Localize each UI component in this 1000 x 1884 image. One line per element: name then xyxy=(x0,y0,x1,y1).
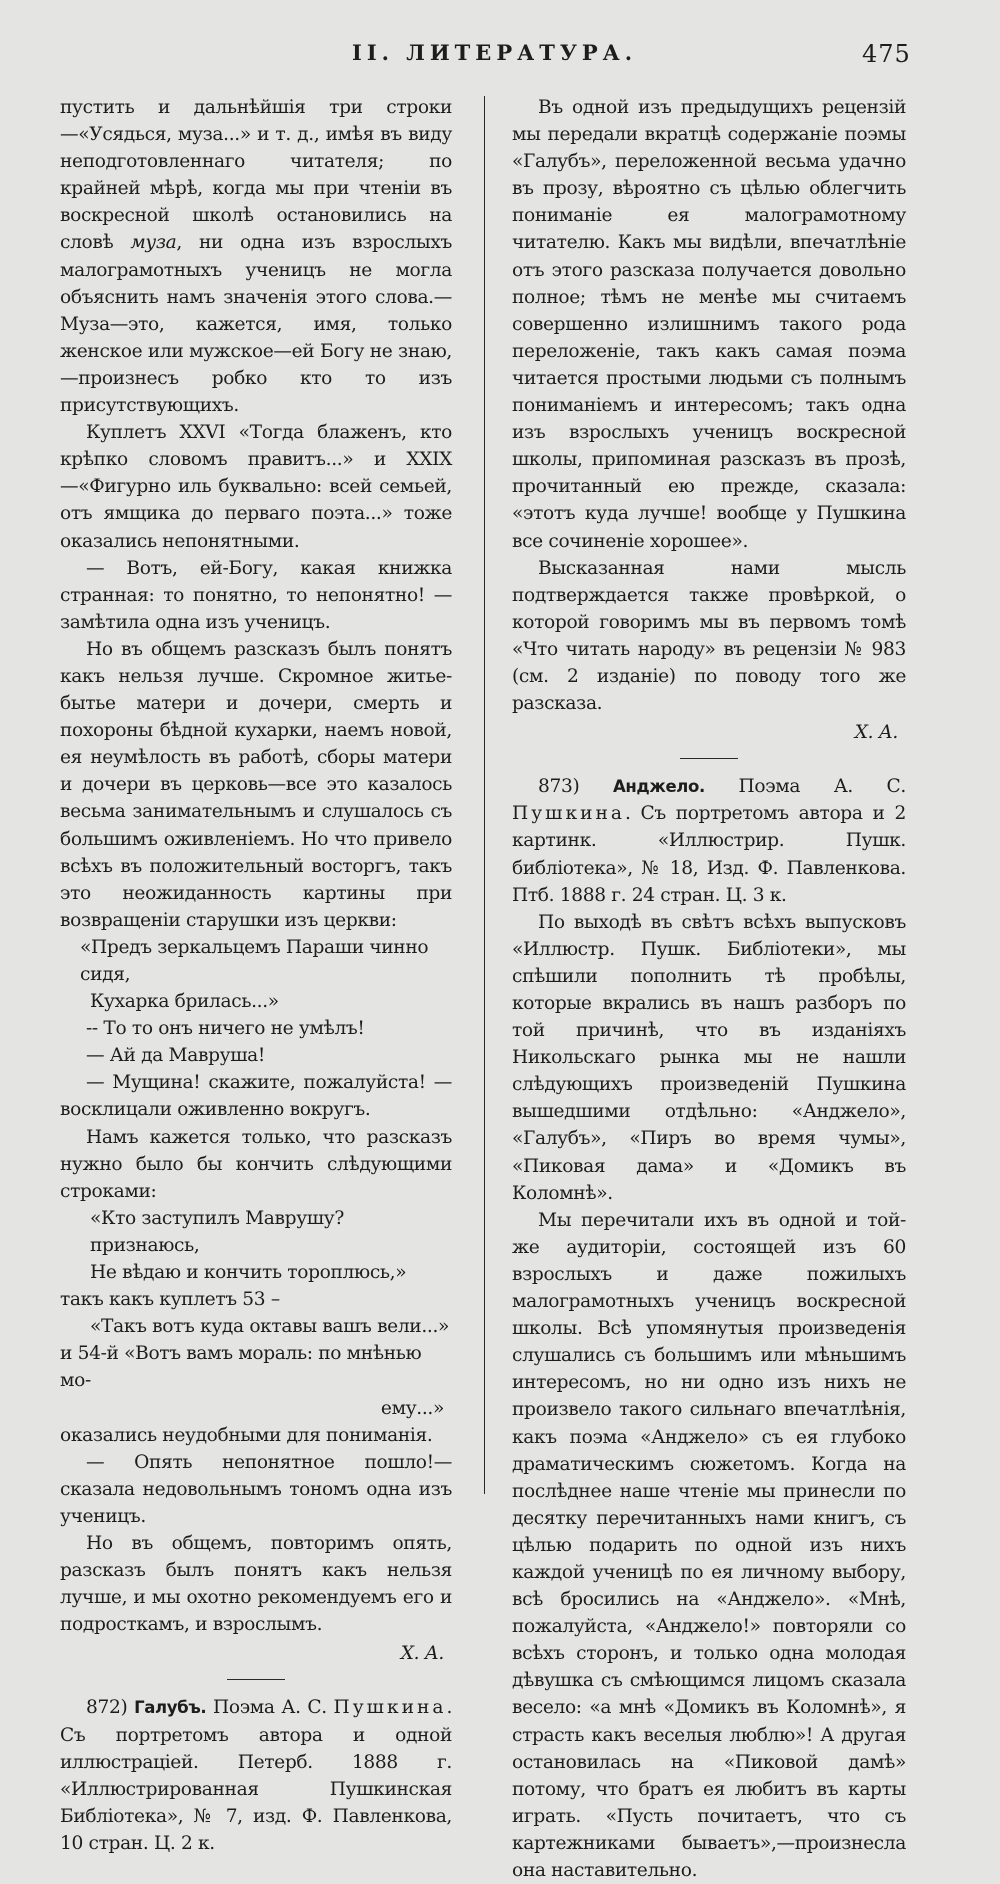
paragraph: пустить и дальнѣйшія три строки—«Усядься, муза...» и т. д., имѣя въ виду неподготовленнаго читателя; по крайней мѣрѣ, когда мы при чтеніи въ воскресной школѣ остановились на словѣ муза, ни одна изъ взрослыхъ малограмотныхъ ученицъ не могла объяснить намъ значенія этого слова.—Муза—это, кажется, имя, только женское или мужское—ей Богу не знаю,—произнесъ робко кто то изъ присутствующихъ. xyxy=(60,97,452,417)
paragraph: — Вотъ, ей-Богу, какая книжка странная: то понятно, то непонятно! — замѣтила одна изъ ученицъ. xyxy=(60,557,452,633)
section-rule xyxy=(680,758,738,759)
entry-author: Пушкина xyxy=(512,803,625,825)
paragraph: Высказанная нами мысль подтверждается также провѣркой, о которой говоримъ мы въ первомъ томѣ «Что читать народу» въ рецензіи № 983 (см. 2 изданіе) по поводу того же разсказа. xyxy=(512,557,906,715)
review-entry-873: 873) Анджело. Поэма А. С. Пушкина. Съ портретомъ автора и 2 картинк. «Иллюстрир. Пушк. библіотека», № 18, Изд. Ф. Павленкова. Птб. 1888 г. 24 стран. Ц. 3 к. xyxy=(512,776,906,906)
dialogue-line: — Ай да Мавруша! xyxy=(86,1045,266,1067)
paragraph: Но въ общемъ разсказъ былъ понятъ какъ нельзя лучше. Скромное житье-бытье матери и дочери, смерть и похороны бѣдной кухарки, наемъ новой, ея неумѣлость въ работѣ, сборы матери и дочери въ церковь—все это казалось весьма занимательнымъ и слушалось съ большимъ оживленіемъ. Но что привело всѣхъ въ положительный восторгъ, такъ это неожиданность картины при возвращеніи старушки изъ церкви: xyxy=(60,638,452,931)
paragraph: Мы перечитали ихъ въ одной и той-же аудиторіи, состоящей изъ 60 взрослыхъ и даже пожилыхъ малограмотныхъ ученицъ воскресной школы. Всѣ упомянутыя произведенія слушались съ большимъ или мѣньшимъ интересомъ, но ни одно изъ нихъ не произвело такого сильнаго впечатлѣнія, какъ поэма «Анджело» съ ея глубоко драматическимъ сюжетомъ. Когда на послѣднее наше чтеніе мы принесли по десятку перечитанныхъ нами книгъ, съ цѣлью подарить по одной изъ нихъ каждой ученицѣ по ея личному выбору, всѣ бросились на «Анджело». «Мнѣ, пожалуйста, «Анджело!» повторяли со всѣхъ сторонъ, и только одна молодая дѣвушка съ смѣющимся лицомъ сказала весело: «а мнѣ «Домикъ въ Коломнѣ», я страсть какъ веселыя люблю»! А другая остановилась на «Пиковой дамѣ» потому, что братъ ея любитъ въ карты играть. «Пусть почитаетъ, что съ картежниками бываетъ»,—произнесла она наставительно. xyxy=(512,1209,906,1881)
author-signature: Х. А. xyxy=(400,1643,444,1665)
entry-number: 873) xyxy=(538,776,580,798)
column-divider xyxy=(484,96,485,1494)
paragraph: оказались неудобными для пониманія. xyxy=(60,1424,433,1446)
entry-title: Анджело. xyxy=(612,777,705,797)
running-title: II. ЛИТЕРАТУРА. xyxy=(352,40,638,65)
poem-quote-line: «Кто заступилъ Маврушу? признаюсь, xyxy=(90,1207,344,1256)
entry-title: Галубъ. xyxy=(134,1698,207,1718)
paragraph: ему...» xyxy=(380,1397,444,1419)
paragraph: Намъ кажется только, что разсказъ нужно было бы кончить слѣдующими строками: xyxy=(60,1126,452,1202)
entry-author: Пушкина xyxy=(333,1697,447,1719)
paragraph: Но въ общемъ, повторимъ опять, разсказъ былъ понятъ какъ нельзя лучше, и мы охотно рекомендуемъ его и подросткамъ, и взрослымъ. xyxy=(60,1532,452,1636)
poem-quote-line: Не вѣдаю и кончить тороплюсь,» xyxy=(90,1262,407,1284)
paragraph: Куплетъ XXVI «Тогда блаженъ, кто крѣпко словомъ правитъ...» и XXIX—«Фигурно иль буквально: всей семьей, отъ ямщика до перваго поэта...» тоже оказались непонятными. xyxy=(60,422,452,552)
dialogue-line: -- То то онъ ничего не умѣлъ! xyxy=(86,1018,365,1040)
section-rule xyxy=(227,1679,285,1680)
paragraph: По выходѣ въ свѣтъ всѣхъ выпусковъ «Иллюстр. Пушк. Библіотеки», мы спѣшили пополнить тѣ пробѣлы, которые вкрались въ нашъ разборъ по той причинѣ, что въ изданіяхъ Никольскаго рынка мы не нашли слѣдующихъ произведеній Пушкина вышедшими отдѣльно: «Анджело», «Галубъ», «Пиръ во время чумы», «Пиковая дама» и «Домикъ въ Коломнѣ». xyxy=(512,911,906,1204)
entry-number: 872) xyxy=(86,1697,128,1719)
review-entry-872: 872) Галубъ. Поэма А. С. Пушкина. Съ портретомъ автора и одной иллюстраціей. Петерб. 1888 г. «Иллюстрированная Пушкинская Библіотека», № 7, изд. Ф. Павленкова, 10 стран. Ц. 2 к. xyxy=(60,1697,453,1854)
poem-quote-line: «Предъ зеркальцемъ Параши чинно сидя, xyxy=(80,936,429,985)
poem-quote-line: Кухарка брилась...» xyxy=(90,991,279,1013)
right-column xyxy=(512,94,906,1884)
paragraph: — Опять непонятное пошло!—сказала недовольнымъ тономъ одна изъ ученицъ. xyxy=(60,1451,452,1527)
dialogue-line: — Мущина! скажите, пожалуйста! — восклицали оживленно вокругъ. xyxy=(60,1072,452,1121)
page-header xyxy=(0,40,1000,74)
poem-quote-line: «Такъ вотъ куда октавы вашъ вели...» xyxy=(90,1316,450,1338)
paragraph: и 54-й «Вотъ вамъ мораль: по мнѣнью мо- xyxy=(60,1343,422,1392)
author-signature: Х. А. xyxy=(854,722,898,744)
paragraph: такъ какъ куплетъ 53 – xyxy=(60,1289,280,1311)
paragraph: Въ одной изъ предыдущихъ рецензій мы передали вкратцѣ содержаніе поэмы «Галубъ», переложенной весьма удачно въ прозу, вѣроятно съ цѣлью облегчить пониманіе ея малограмотному читателю. Какъ мы видѣли, впечатлѣніе отъ этого разсказа получается довольно полное; тѣмъ не менѣе мы считаемъ совершенно излишнимъ такого рода переложеніе, такъ какъ самая поэма читается простыми людьми съ полнымъ пониманіемъ и интересомъ; такъ одна изъ взрослыхъ ученицъ воскресной школы, припоминая разсказъ въ прозѣ, прочитанный ею прежде, сказала: «этотъ куда лучше! вообще у Пушкина все сочиненіе хорошее». xyxy=(512,97,906,552)
left-column xyxy=(60,94,452,1857)
page-number: 475 xyxy=(862,40,911,68)
